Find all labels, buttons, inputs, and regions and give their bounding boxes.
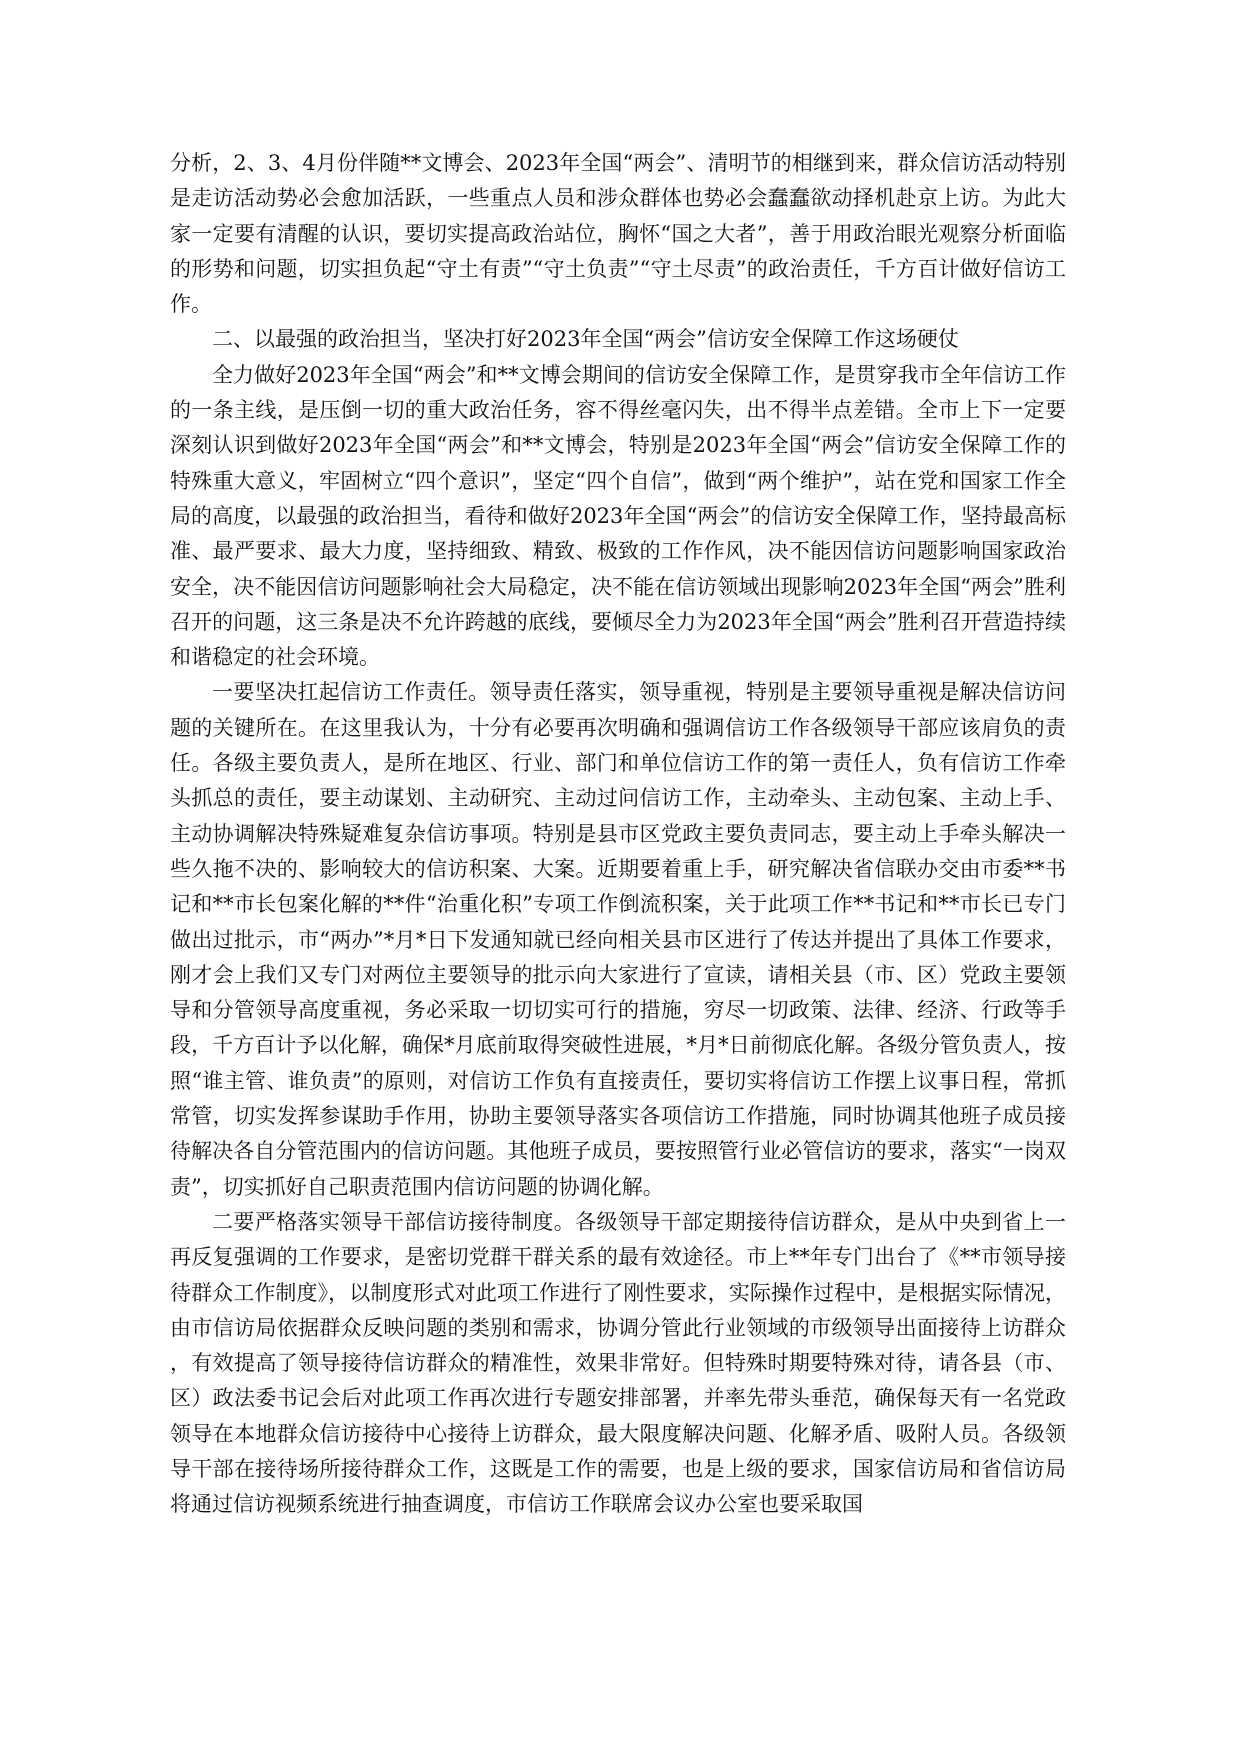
paragraph-reception-system: 二要严格落实领导干部信访接待制度。各级领导干部定期接待信访群众，是从中央到省上一再反复强调的工作要求，是密切党群干群关系的最有效途径。市上**年专门出台了《**市领导接待群众工作制度》，以制度形式对此项工作进行了刚性要求，实际操作过程中，是根据实际情况，由市信访局依据群众反映问题的类别和需求，协调分管此行业领域的市级领导出面接待上访群众，有效提高了领导接待信访群众的精准性，效果非常好。但特殊时期要特殊对待，请各县（市、区）政法委书记会后对此项工作再次进行专题安排部署，并率先带头垂范，确保每天有一名党政领导在本地群众信访接待中心接待上访群众，最大限度解决问题、化解矛盾、吸附人员。各级领导干部在接待场所接待群众工作，这既是工作的需要，也是上级的要求，国家信访局和省信访局将通过信访视频系统进行抽查调度，市信访工作联席会议办公室也要采取国 bbox=[170, 1209, 1066, 1517]
paragraph-analysis: 分析，2、3、4月份伴随**文博会、2023年全国“两会”、清明节的相继到来，群众信访活动特别是走访活动势必会愈加活跃，一些重点人员和涉众群体也势必会蠢蠢欲动择机赴京上访。为此大家一定要有清醒的认识，要切实提高政治站位，胸怀“国之大者”，善于用政治眼光观察分析面临的形势和问题，切实担负起“守土有责”“守土负责”“守土尽责”的政治责任，千方百计做好信访工作。 bbox=[170, 151, 1066, 317]
paragraph-responsibility: 一要坚决扛起信访工作责任。领导责任落实，领导重视，特别是主要领导重视是解决信访问题的关键所在。在这里我认为，十分有必要再次明确和强调信访工作各级领导干部应该肩负的责任。各级主要负责人，是所在地区、行业、部门和单位信访工作的第一责任人，负有信访工作牵头抓总的责任，要主动谋划、主动研究、主动过问信访工作，主动牵头、主动包案、主动上手、主动协调解决特殊疑难复杂信访事项。特别是县市区党政主要负责同志，要主动上手牵头解决一些久拖不决的、影响较大的信访积案、大案。近期要着重上手，研究解决省信联办交由市委**书记和**市长包案化解的**件“治重化积”专项工作倒流积案，关于此项工作**书记和**市长已专门做出过批示，市“两办”*月*日下发通知就已经向相关县市区进行了传达并提出了具体工作要求，刚才会上我们又专门对两位主要领导的批示向大家进行了宣读，请相关县（市、区）党政主要领导和分管领导高度重视，务必采取一切切实可行的措施，穷尽一切政策、法律、经济、行政等手段，千方百计予以化解，确保*月底前取得突破性进展，*月*日前彻底化解。各级分管负责人，按照“谁主管、谁负责”的原则，对信访工作负有直接责任，要切实将信访工作摆上议事日程，常抓常管，切实发挥参谋助手作用，协助主要领导落实各项信访工作措施，同时协调其他班子成员接待解决各自分管范围内的信访问题。其他班子成员，要按照管行业必管信访的要求，落实“一岗双责”，切实抓好自己职责范围内信访问题的协调化解。 bbox=[170, 680, 1066, 1199]
section-heading-two: 二、以最强的政治担当，坚决打好2023年全国“两会”信访安全保障工作这场硬仗 bbox=[212, 327, 959, 352]
paragraph-security-guarantee: 全力做好2023年全国“两会”和**文博会期间的信访安全保障工作，是贯穿我市全年信访工作的一条主线，是压倒一切的重大政治任务，容不得丝毫闪失，出不得半点差错。全市上下一定要深刻认识到做好2023年全国“两会”和**文博会，特别是2023年全国“两会”信访安全保障工作的特殊重大意义，牢固树立“四个意识”，坚定“四个自信”，做到“两个维护”，站在党和国家工作全局的高度，以最强的政治担当，看待和做好2023年全国“两会”的信访安全保障工作，坚持最高标准、最严要求、最大力度，坚持细致、精致、极致的工作作风，决不能因信访问题影响国家政治安全，决不能因信访问题影响社会大局稳定，决不能在信访领域出现影响2023年全国“两会”胜利召开的问题，这三条是决不允许跨越的底线，要倾尽全力为2023年全国“两会”胜利召开营造持续和谐稳定的社会环境。 bbox=[170, 362, 1066, 670]
document-page bbox=[170, 146, 1066, 1726]
